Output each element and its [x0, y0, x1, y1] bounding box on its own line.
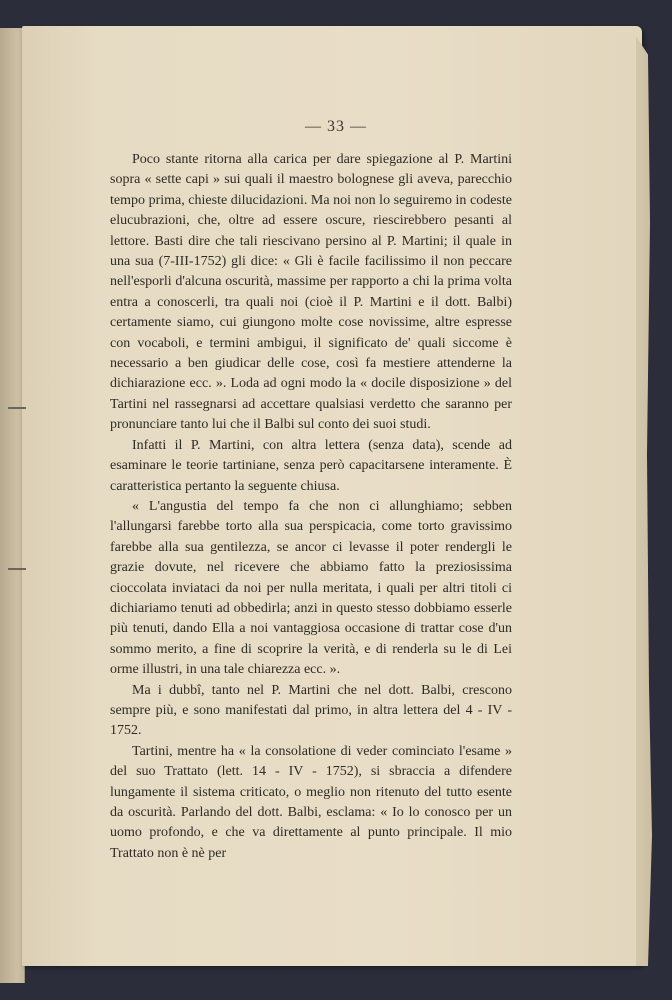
- paragraph: Ma i dubbî, tanto nel P. Martini che nel dott. Balbi, crescono sempre più, e sono manifestati dal primo, in altra lettera del 4 - IV - 1752.: [110, 682, 512, 739]
- paragraph-quotation: « L'angustia del tempo fa che non ci allunghiamo; sebben l'allungarsi farebbe torto alla sua perspicacia, come torto gravissimo farebbe alla sua gentilezza, se ancor ci levasse il poter rendergli le grazie dovute, nel ricevere che abbiamo fatto la preziosissima cioccolata inviataci da noi per nulla meritata, i quali per altri titoli ci dichiariamo tenuti ad obbedirla; anzi in questo stesso dobbiamo esserle più tenuti, dando Ella a noi vantaggiosa occasione di trattar cose d'un sommo merito, a fine di scoprire la verità, e di renderla su le di Lei orme illustri, in una tale chiarezza ecc. ».: [110, 498, 512, 678]
- binding-mark-upper: [8, 407, 26, 409]
- body-text: [110, 150, 512, 864]
- paragraph: Tartini, mentre ha « la consolatione di veder cominciato l'esame » del suo Trattato (lett. 14 - IV - 1752), si sbraccia a difendere lungamente il sistema criticato, o meglio non ritenuto del tutto esente da oscurità. Parlando del dott. Balbi, esclama: « Io lo conosco per un uomo profondo, e che va direttamente al punto principale. Il mio Trattato non è nè per: [110, 743, 512, 861]
- page-number: — 33 —: [305, 118, 367, 135]
- page-stack-edge: [636, 36, 656, 966]
- paragraph: Infatti il P. Martini, con altra lettera (senza data), scende ad esaminare le teorie tartiniane, senza però capacitarsene interamente. È caratteristica pertanto la seguente chiusa.: [110, 437, 512, 494]
- paragraph: Poco stante ritorna alla carica per dare spiegazione al P. Martini sopra « sette capi » sui quali il maestro bolognese gli aveva, parecchio tempo prima, chieste dilucidazioni. Ma noi non lo seguiremo in codeste elucubrazioni, che, oltre ad essere oscure, riescirebbero pesanti al lettore. Basti dire che tali riescivano persino al P. Martini; il quale in una sua (7-III-1752) gli dice: « Gli è facile facilissimo il non peccare nell'esporli d'alcuna oscurità, massime per rapporto a chi la prima volta entra a conoscerli, tra quali noi (cioè il P. Martini e il dott. Balbi) certamente siamo, cui giungono molte cose novissime, altre espresse con vocaboli, e termini ambigui, il significato de' quali siccome è necessario a ben giudicar delle cose, così fa mestiere attenderne la dichiarazione ecc. ». Loda ad ogni modo la « docile disposizione » del Tartini nel rassegnarsi ad accettare qualsiasi verdetto che saranno per pronunciare tanto lui che il Balbi sul conto dei suoi studi.: [110, 152, 512, 433]
- binding-mark-lower: [8, 568, 26, 570]
